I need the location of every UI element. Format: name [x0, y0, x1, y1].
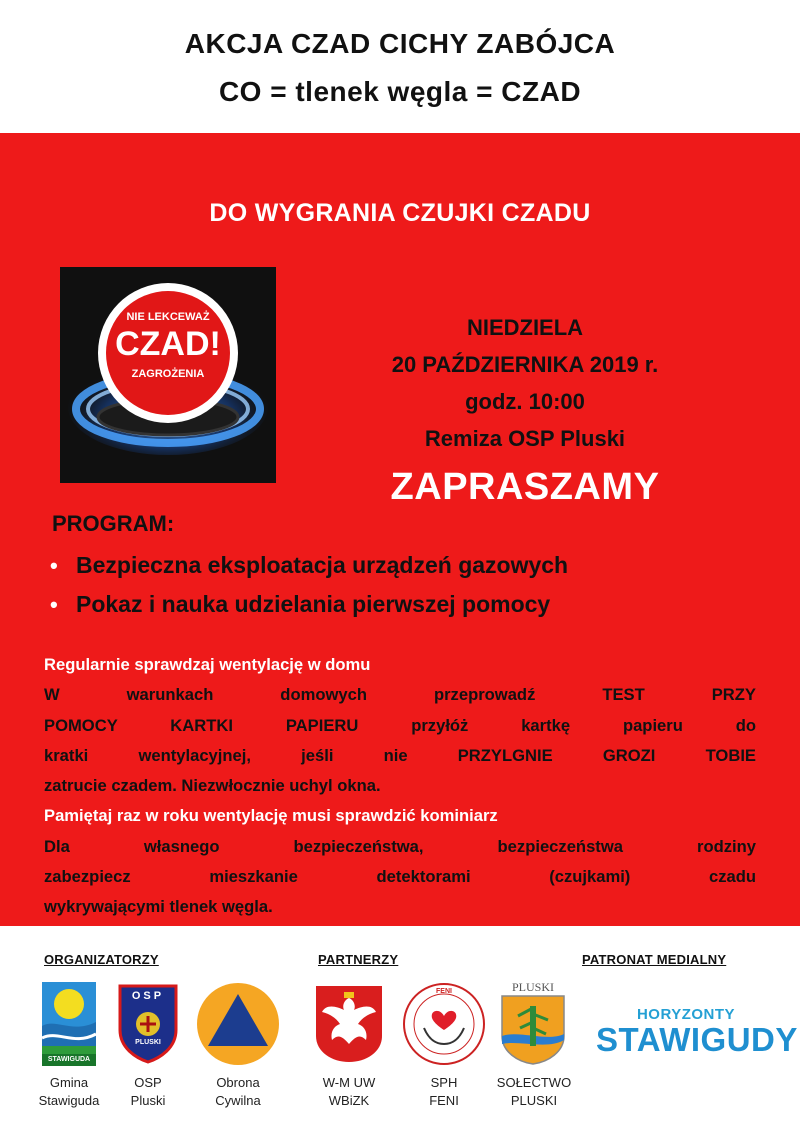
event-time: godz. 10:00	[465, 389, 585, 414]
caption-gmina-stawiguda: Gmina Stawiguda	[38, 1075, 100, 1108]
pluski-crest-label: PLUSKI	[511, 980, 554, 994]
logo-top-text: NIE LEKCEWAŻ	[126, 311, 210, 323]
event-place: Remiza OSP Pluski	[424, 426, 626, 451]
safety-line: wykrywającymi tlenek węgla.	[44, 897, 273, 917]
program-title: PROGRAM:	[52, 511, 175, 536]
safety-line: zabezpiecz mieszkanie detektorami (czujkami) czadu	[44, 867, 756, 887]
civil-defense-logo	[196, 982, 280, 1066]
campaign-subtitle: CO = tlenek węgla = CZAD	[218, 76, 582, 107]
caption-osp-pluski: OSP Pluski	[130, 1075, 166, 1108]
gmina-stawiguda-logo	[42, 982, 96, 1066]
osp-pluski-logo	[116, 982, 180, 1064]
caption-solectwo-pluski: SOŁECTWO PLUSKI	[496, 1075, 572, 1108]
program-item: • Pokaz i nauka udzielania pierwszej pomocy	[50, 585, 770, 624]
test-line: W warunkach domowych przeprowadź TEST PRZY	[44, 685, 756, 705]
czad-campaign-logo	[60, 267, 276, 483]
bullet-icon: •	[50, 553, 58, 578]
partners-title: PARTNERZY	[318, 952, 399, 967]
safety-line: Dla własnego bezpieczeństwa, bezpieczeństwa rodziny	[44, 836, 756, 856]
poster-header	[0, 0, 800, 133]
test-line: zatrucie czadem. Niezwłocznie uchyl okna.	[44, 776, 381, 796]
media-logo-big-text: STAWIGUDY	[596, 1021, 798, 1058]
main-red-panel	[0, 133, 800, 926]
invitation-text: ZAPRASZAMY	[390, 466, 660, 508]
organizers-title: ORGANIZATORZY	[44, 952, 159, 967]
program-item: • Bezpieczna eksploatacja urządzeń gazowych	[50, 546, 770, 585]
osp-logo-top-text: OSP	[131, 990, 165, 1002]
event-date: 20 PAŹDZIERNIKA 2019 r.	[391, 352, 659, 377]
feni-logo-text: FENI	[436, 988, 452, 995]
solectwo-pluski-logo	[498, 980, 568, 1066]
prize-headline: DO WYGRANIA CZUJKI CZADU	[209, 199, 591, 227]
wm-uw-eagle-logo	[314, 984, 384, 1064]
horyzonty-stawigudy-logo	[596, 1006, 798, 1058]
osp-logo-bottom-text: PLUSKI	[135, 1039, 161, 1046]
program-list	[50, 546, 770, 624]
feni-logo	[402, 982, 486, 1066]
caption-wm-uw: W-M UW WBiZK	[322, 1075, 376, 1108]
logo-bottom-text: ZAGROŻENIA	[131, 368, 205, 380]
event-details	[300, 309, 750, 457]
event-day: NIEDZIELA	[466, 315, 584, 340]
media-logo-small-text: HORYZONTY	[636, 1006, 736, 1023]
campaign-title: AKCJA CZAD CICHY ZABÓJCA	[184, 28, 616, 59]
media-patron-title: PATRONAT MEDIALNY	[582, 952, 727, 967]
logo-main-text: CZAD!	[115, 325, 221, 363]
ventilation-title: Regularnie sprawdzaj wentylację w domu	[44, 655, 371, 674]
stawiguda-logo-text: STAWIGUDA	[47, 1056, 91, 1063]
caption-obrona-cywilna: Obrona Cywilna	[215, 1075, 261, 1108]
caption-sph-feni: SPH FENI	[429, 1075, 459, 1108]
safety-info	[44, 650, 756, 923]
polish-eagle-icon	[314, 984, 384, 1064]
test-line: kratki wentylacyjnej, jeśli nie PRZYLGNIE GROZI TOBIE	[44, 745, 756, 765]
bullet-icon: •	[50, 592, 58, 617]
chimney-reminder: Pamiętaj raz w roku wentylację musi sprawdzić kominiarz	[44, 806, 498, 826]
test-line: POMOCY KARTKI PAPIERU przyłóż kartkę papieru do	[44, 715, 756, 735]
sponsors-footer	[0, 926, 800, 1132]
civil-defense-triangle-icon	[196, 982, 280, 1066]
